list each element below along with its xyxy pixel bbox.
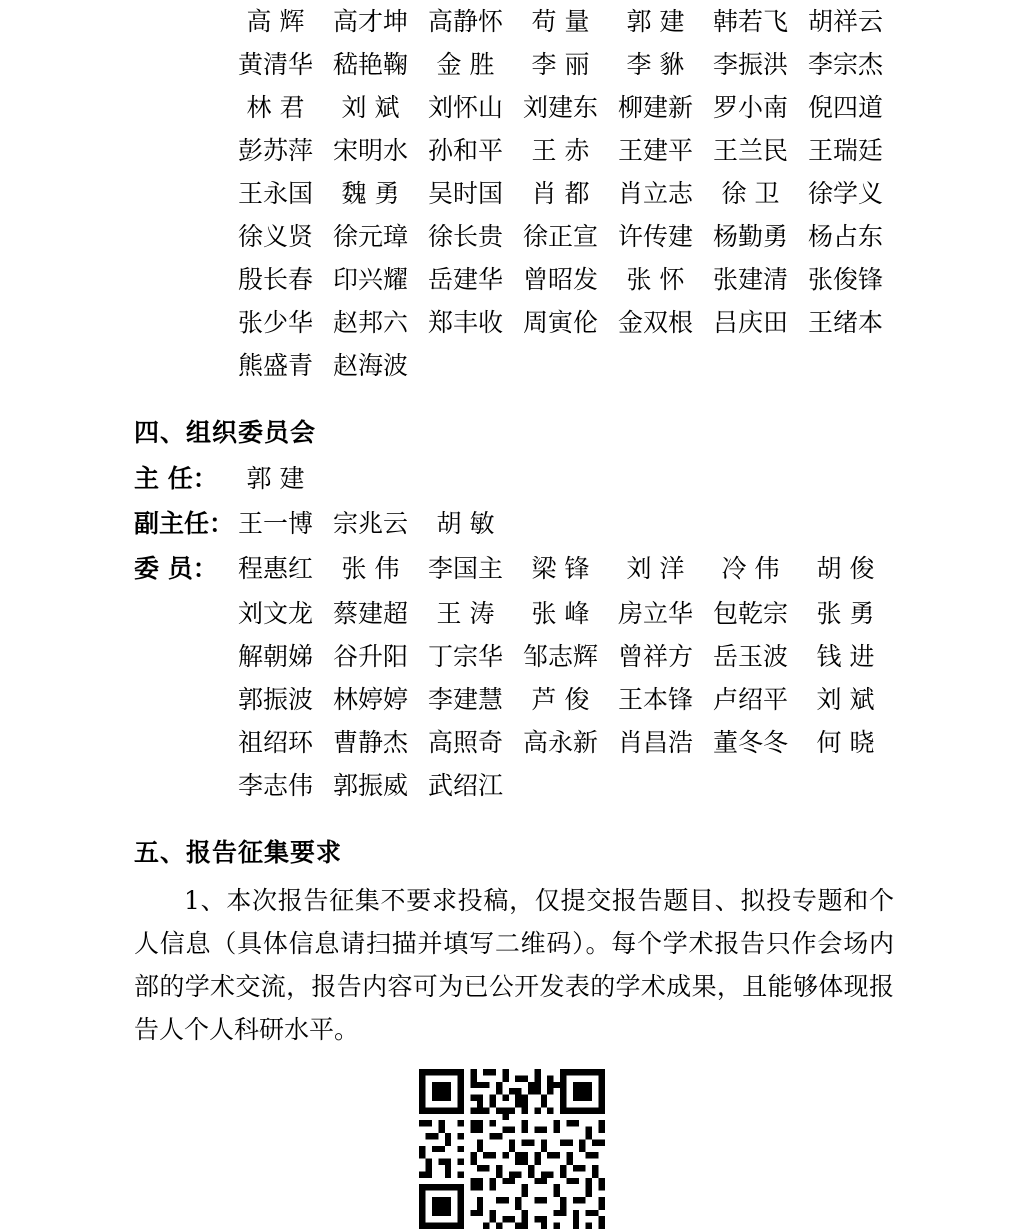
name-cell: 殷长春 bbox=[237, 265, 313, 294]
name-cell: 徐元璋 bbox=[332, 222, 408, 251]
name-cell: 武绍江 bbox=[427, 771, 503, 800]
name-cell: 邹志辉 bbox=[522, 642, 598, 671]
name-cell: 胡 俊 bbox=[816, 554, 875, 583]
name-cell: 赵海波 bbox=[332, 351, 408, 380]
name-cell: 张 伟 bbox=[341, 554, 400, 583]
name-cell: 孙和平 bbox=[427, 136, 503, 165]
name-cell: 吕庆田 bbox=[712, 308, 788, 337]
name-cell: 高照奇 bbox=[427, 728, 503, 757]
name-cell: 郑丰收 bbox=[427, 308, 503, 337]
name-cell: 王永国 bbox=[237, 179, 313, 208]
name-cell: 胡祥云 bbox=[807, 7, 883, 36]
name-cell: 张建清 bbox=[712, 265, 788, 294]
section-five-paragraph bbox=[0, 879, 1024, 1051]
name-cell: 李振洪 bbox=[712, 50, 788, 79]
name-cell: 钱 进 bbox=[816, 642, 875, 671]
name-row bbox=[0, 129, 1024, 172]
name-cell: 王本锋 bbox=[617, 685, 693, 714]
name-cell: 丁宗华 bbox=[427, 642, 503, 671]
name-cell: 王瑞廷 bbox=[807, 136, 883, 165]
name-row bbox=[0, 43, 1024, 86]
name-cell: 林 君 bbox=[246, 93, 305, 122]
committee-label: 委 员： bbox=[134, 554, 218, 583]
name-cell: 印兴耀 bbox=[332, 265, 408, 294]
name-cell: 刘 洋 bbox=[626, 554, 685, 583]
name-cell: 彭苏萍 bbox=[237, 136, 313, 165]
committee-names bbox=[228, 547, 893, 590]
name-cell: 李国主 bbox=[427, 554, 503, 583]
qr-code-container bbox=[0, 1069, 1024, 1229]
name-row bbox=[0, 258, 1024, 301]
name-cell: 刘 斌 bbox=[341, 93, 400, 122]
name-cell: 熊盛青 bbox=[237, 351, 313, 380]
name-cell: 解朝娣 bbox=[237, 642, 313, 671]
name-row bbox=[0, 215, 1024, 258]
name-cell: 高静怀 bbox=[427, 7, 503, 36]
paragraph-text: 1、本次报告征集不要求投稿，仅提交报告题目、拟投专题和个人信息（具体信息请扫描并填写二维码）。每个学术报告只作会场内部的学术交流，报告内容可为已公开发表的学术成果，且能够体现报告人个人科研水平。 bbox=[134, 886, 894, 1044]
name-cell: 刘怀山 bbox=[427, 93, 503, 122]
name-cell: 王兰民 bbox=[712, 136, 788, 165]
name-cell: 宋明水 bbox=[332, 136, 408, 165]
name-row bbox=[0, 172, 1024, 215]
name-cell: 刘文龙 bbox=[237, 599, 313, 628]
name-cell: 苟 量 bbox=[531, 7, 590, 36]
name-cell: 王绪本 bbox=[807, 308, 883, 337]
name-cell: 倪四道 bbox=[807, 93, 883, 122]
name-cell: 李 丽 bbox=[531, 50, 590, 79]
name-cell: 魏 勇 bbox=[341, 179, 400, 208]
name-cell: 高永新 bbox=[522, 728, 598, 757]
committee-row-members bbox=[0, 547, 1024, 590]
name-cell: 冷 伟 bbox=[721, 554, 780, 583]
name-cell: 李建慧 bbox=[427, 685, 503, 714]
name-cell: 徐 卫 bbox=[721, 179, 780, 208]
name-cell: 曾昭发 bbox=[522, 265, 598, 294]
committee-names bbox=[228, 502, 513, 545]
name-cell: 李宗杰 bbox=[807, 50, 883, 79]
name-cell: 周寅伦 bbox=[522, 308, 598, 337]
section-heading-five: 五、报告征集要求 bbox=[134, 838, 343, 867]
name-row bbox=[0, 86, 1024, 129]
name-cell: 王一博 bbox=[237, 509, 313, 538]
name-cell: 黄清华 bbox=[237, 50, 313, 79]
name-cell: 芦 俊 bbox=[531, 685, 590, 714]
committee-name-list bbox=[0, 0, 1024, 387]
name-cell: 房立华 bbox=[617, 599, 693, 628]
name-cell: 金双根 bbox=[617, 308, 693, 337]
name-cell: 曹静杰 bbox=[332, 728, 408, 757]
section-heading-four: 四、组织委员会 bbox=[134, 418, 317, 447]
name-cell: 岳建华 bbox=[427, 265, 503, 294]
name-cell: 高才坤 bbox=[332, 7, 408, 36]
name-cell: 王 涛 bbox=[436, 599, 495, 628]
name-row bbox=[0, 721, 1024, 764]
name-cell: 徐义贤 bbox=[237, 222, 313, 251]
name-cell: 王 赤 bbox=[531, 136, 590, 165]
name-cell: 蔡建超 bbox=[332, 599, 408, 628]
name-row bbox=[0, 764, 1024, 807]
name-cell: 柳建新 bbox=[617, 93, 693, 122]
name-cell: 赵邦六 bbox=[332, 308, 408, 337]
name-cell: 杨占东 bbox=[807, 222, 883, 251]
name-cell: 祖绍环 bbox=[237, 728, 313, 757]
committee-names bbox=[228, 457, 323, 500]
qr-code-icon bbox=[419, 1069, 605, 1229]
name-cell: 胡 敏 bbox=[436, 509, 495, 538]
name-cell: 郭振波 bbox=[237, 685, 313, 714]
name-cell: 李志伟 bbox=[237, 771, 313, 800]
name-cell: 高 辉 bbox=[246, 7, 305, 36]
name-cell: 包乾宗 bbox=[712, 599, 788, 628]
name-cell: 徐长贵 bbox=[427, 222, 503, 251]
name-cell: 杨勤勇 bbox=[712, 222, 788, 251]
name-row bbox=[0, 301, 1024, 344]
name-row bbox=[0, 678, 1024, 721]
committee-row-director bbox=[0, 457, 1024, 500]
name-cell: 郭振威 bbox=[332, 771, 408, 800]
member-continuation-list bbox=[0, 592, 1024, 807]
name-cell: 张俊锋 bbox=[807, 265, 883, 294]
name-cell: 吴时国 bbox=[427, 179, 503, 208]
name-row bbox=[0, 0, 1024, 43]
name-cell: 郭 建 bbox=[246, 464, 305, 493]
name-cell: 张 勇 bbox=[816, 599, 875, 628]
name-cell: 曾祥方 bbox=[617, 642, 693, 671]
name-row bbox=[0, 344, 1024, 387]
name-cell: 张 怀 bbox=[626, 265, 685, 294]
name-cell: 张 峰 bbox=[531, 599, 590, 628]
name-cell: 张少华 bbox=[237, 308, 313, 337]
name-cell: 郭 建 bbox=[626, 7, 685, 36]
name-cell: 金 胜 bbox=[436, 50, 495, 79]
name-cell: 岳玉波 bbox=[712, 642, 788, 671]
name-cell: 程惠红 bbox=[237, 554, 313, 583]
committee-row-deputy-director bbox=[0, 502, 1024, 545]
name-cell: 王建平 bbox=[617, 136, 693, 165]
name-cell: 肖 都 bbox=[531, 179, 590, 208]
name-cell: 罗小南 bbox=[712, 93, 788, 122]
name-cell: 董冬冬 bbox=[712, 728, 788, 757]
committee-label: 副主任： bbox=[134, 509, 235, 538]
name-cell: 卢绍平 bbox=[712, 685, 788, 714]
name-cell: 宗兆云 bbox=[332, 509, 408, 538]
name-cell: 肖昌浩 bbox=[617, 728, 693, 757]
name-cell: 刘建东 bbox=[522, 93, 598, 122]
name-cell: 嵇艳鞠 bbox=[332, 50, 408, 79]
name-cell: 林婷婷 bbox=[332, 685, 408, 714]
name-cell: 李 貅 bbox=[626, 50, 685, 79]
name-cell: 谷升阳 bbox=[332, 642, 408, 671]
name-row bbox=[0, 592, 1024, 635]
name-cell: 韩若飞 bbox=[712, 7, 788, 36]
name-cell: 徐学义 bbox=[807, 179, 883, 208]
committee-label: 主 任： bbox=[134, 464, 218, 493]
name-cell: 梁 锋 bbox=[531, 554, 590, 583]
name-cell: 许传建 bbox=[617, 222, 693, 251]
name-cell: 刘 斌 bbox=[816, 685, 875, 714]
name-row bbox=[0, 635, 1024, 678]
name-cell: 徐正宣 bbox=[522, 222, 598, 251]
name-cell: 肖立志 bbox=[617, 179, 693, 208]
name-cell: 何 晓 bbox=[816, 728, 875, 757]
